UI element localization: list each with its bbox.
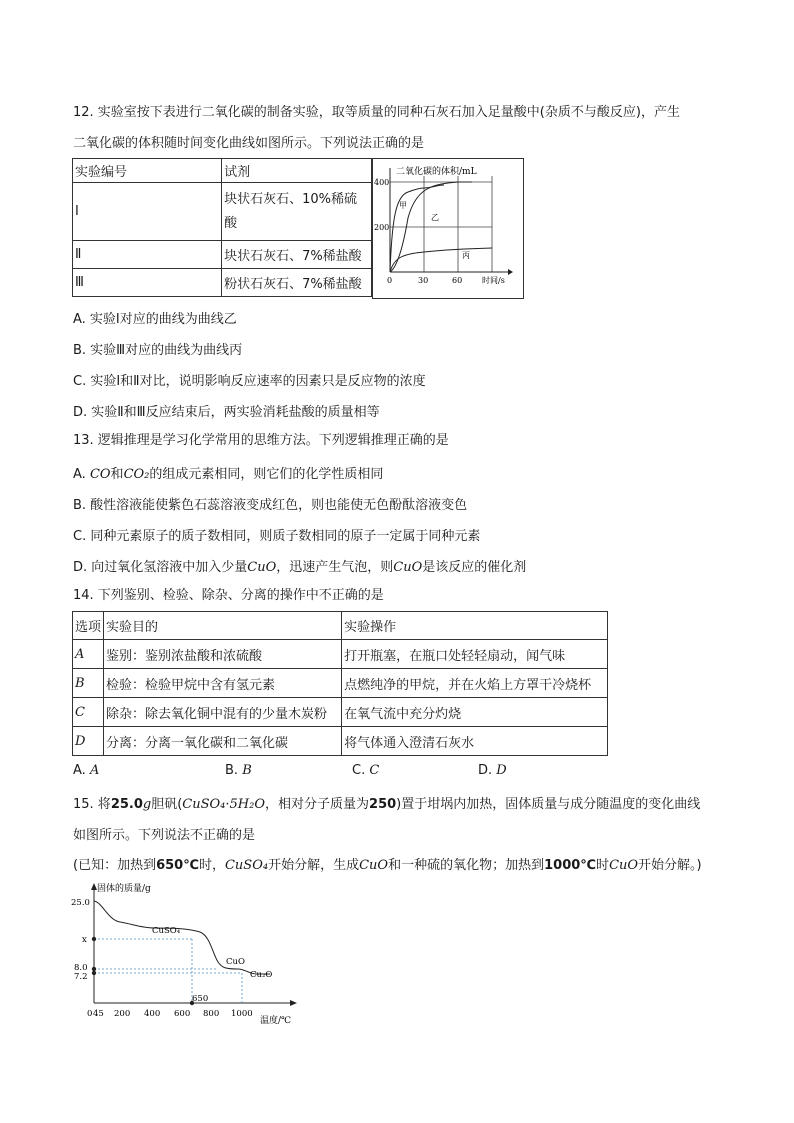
- table-header-cell: 选项: [73, 612, 104, 640]
- q15-stem-line2: 如图所示。下列说法不正确的是: [73, 828, 256, 843]
- option-value: D: [496, 763, 507, 778]
- x-tick-label: 30: [418, 276, 429, 285]
- option-text: ，迅速产生气泡，则: [276, 560, 394, 575]
- formula-cuso4-5h2o: CuSO₄·5H₂O: [182, 797, 266, 812]
- table-cell-id: Ⅱ: [73, 241, 222, 269]
- x-axis-arrow: [290, 1000, 297, 1006]
- stem-number: 250: [369, 797, 397, 812]
- option-text: D. 向过氧化氢溶液中加入少量: [73, 560, 248, 575]
- guide-lines: [94, 939, 242, 1003]
- option-text: 是该反应的催化剂: [422, 560, 527, 575]
- chart-grid: [390, 176, 492, 272]
- q12-stem-line1: 12. 实验室按下表进行二氧化碳的制备实验，取等质量的同种石灰石加入足量酸中(杂质不与酸反应)，产生: [73, 105, 680, 120]
- x-axis-label: 温度/℃: [260, 1016, 292, 1026]
- option-value: C: [369, 763, 380, 778]
- phase-label-cu2o: Cu₂O: [250, 970, 273, 980]
- q14-table: [72, 611, 608, 756]
- q13-option-a[interactable]: [73, 463, 383, 482]
- table-header-row: [73, 612, 608, 640]
- table-cell-reagent: 粉状石灰石、7%稀盐酸: [222, 269, 372, 297]
- option-value: B: [242, 763, 252, 778]
- option-text: 和: [110, 467, 124, 482]
- table-cell-operation: 将气体通入澄清石灰水: [342, 727, 608, 756]
- q14-option-c[interactable]: [352, 763, 379, 778]
- formula-cuo: CuO: [609, 858, 639, 873]
- stem-text: 时，: [198, 858, 225, 873]
- table-cell-purpose: 除杂：除去氧化铜中混有的少量木炭粉: [104, 698, 342, 727]
- y-tick-label: 8.0: [74, 963, 88, 973]
- reagent-line: 酸: [224, 215, 238, 231]
- q12-option-d[interactable]: D. 实验Ⅱ和Ⅲ反应结束后，两实验消耗盐酸的质量相等: [73, 405, 380, 420]
- q13-option-b[interactable]: B. 酸性溶液能使紫色石蕊溶液变成红色，则也能使无色酚酞溶液变色: [73, 498, 468, 513]
- phase-label-cuo: CuO: [226, 957, 245, 967]
- table-cell-option: C: [73, 698, 104, 727]
- stem-text: 时: [596, 858, 610, 873]
- stem-text: 和一种硫的氧化物；加热到: [388, 858, 545, 873]
- y-tick-label: 400: [374, 178, 390, 187]
- table-cell-option: D: [73, 727, 104, 756]
- q12-co2-volume-chart: [372, 158, 524, 299]
- option-text: 的组成元素相同，则它们的化学性质相同: [149, 467, 384, 482]
- curve-label-jia: 甲: [399, 201, 407, 210]
- y-tick-label: x: [82, 935, 87, 945]
- curve-label-yi: 乙: [431, 213, 439, 222]
- x-tick-label: 600: [174, 1009, 191, 1019]
- table-cell-purpose: 检验：检验甲烷中含有氢元素: [104, 669, 342, 698]
- stem-number: 1000℃: [544, 858, 597, 873]
- table-header-cell: 实验操作: [342, 612, 608, 640]
- formula-co2: CO₂: [123, 467, 150, 482]
- table-header-cell: 试剂: [222, 159, 372, 183]
- option-prefix: D.: [478, 763, 497, 778]
- phase-label-cuso4: CuSO₄: [152, 926, 181, 936]
- formula-cuo: CuO: [393, 560, 423, 575]
- y-axis-label: 固体的质量/g: [97, 884, 151, 894]
- table-cell-operation: 点燃纯净的甲烷，并在火焰上方罩干冷烧杯: [342, 669, 608, 698]
- q15-stem-line1: [73, 796, 700, 814]
- q12-option-b[interactable]: B. 实验Ⅲ对应的曲线为曲线丙: [73, 343, 243, 358]
- q14-option-a[interactable]: [73, 763, 99, 778]
- option-prefix: C.: [352, 763, 370, 778]
- point-7-2: [92, 971, 96, 975]
- table-cell-operation: 打开瓶塞，在瓶口处轻轻扇动，闻气味: [342, 640, 608, 669]
- marker-650-label: 650: [192, 994, 209, 1004]
- q14-option-d[interactable]: [478, 763, 507, 778]
- table-cell-reagent: 块状石灰石、7%稀盐酸: [222, 241, 372, 269]
- stem-text: 开始分解，生成: [268, 858, 360, 873]
- point-x: [92, 937, 96, 941]
- option-prefix: A.: [73, 763, 90, 778]
- option-prefix: A.: [73, 467, 90, 482]
- table-row: [73, 640, 608, 669]
- reagent-line: 块状石灰石、10%稀硫: [224, 191, 357, 207]
- formula-cuo: CuO: [359, 858, 389, 873]
- table-cell-id: Ⅰ: [73, 183, 222, 241]
- q14-stem: 14. 下列鉴别、检验、除杂、分离的操作中不正确的是: [73, 588, 384, 603]
- stem-text: 开始分解。): [638, 858, 702, 873]
- stem-text: 胆矾(: [151, 797, 183, 812]
- x-axis-label: 时间/s: [482, 276, 505, 285]
- table-row: [73, 241, 372, 269]
- formula-cuso4: CuSO₄: [224, 858, 269, 873]
- table-row: [73, 669, 608, 698]
- table-header-cell: 实验目的: [104, 612, 342, 640]
- curve-label-bing: 丙: [462, 251, 470, 260]
- stem-text: ，相对分子质量为: [265, 797, 370, 812]
- stem-number: 25.0: [110, 797, 143, 812]
- option-prefix: B.: [225, 763, 243, 778]
- chart-title: 二氧化碳的体积/mL: [396, 167, 477, 177]
- table-row: [73, 183, 372, 241]
- curve-bing: [390, 248, 492, 272]
- q14-option-b[interactable]: [225, 763, 252, 778]
- stem-text: (已知：加热到: [73, 858, 157, 873]
- formula-co: CO: [89, 467, 111, 482]
- x-axis-arrow: [508, 269, 513, 275]
- table-row: [73, 727, 608, 756]
- q13-option-c[interactable]: C. 同种元素原子的质子数相同，则质子数相同的原子一定属于同种元素: [73, 529, 481, 544]
- table-header-cell: 实验编号: [73, 159, 222, 183]
- y-tick-label: 200: [374, 223, 390, 232]
- table-cell-reagent: [222, 183, 372, 241]
- table-cell-option: B: [73, 669, 104, 698]
- table-header-row: [73, 159, 372, 183]
- option-value: A: [89, 763, 100, 778]
- x-tick-label: 1000: [231, 1009, 253, 1019]
- q12-option-a[interactable]: A. 实验Ⅰ对应的曲线为曲线乙: [73, 312, 237, 327]
- x-tick-label: 400: [144, 1009, 161, 1019]
- table-row: [73, 269, 372, 297]
- q13-stem: 13. 逻辑推理是学习化学常用的思维方法。下列逻辑推理正确的是: [73, 433, 449, 448]
- table-row: [73, 698, 608, 727]
- table-cell-option: A: [73, 640, 104, 669]
- stem-text: 15. 将: [73, 797, 111, 812]
- x-tick-label: 60: [452, 276, 463, 285]
- table-cell-purpose: 分离：分离一氧化碳和二氧化碳: [104, 727, 342, 756]
- q12-option-c[interactable]: C. 实验Ⅰ和Ⅱ对比，说明影响反应速率的因素只是反应物的浓度: [73, 374, 426, 389]
- point-8: [92, 967, 96, 971]
- x-tick-label: 45: [93, 1009, 104, 1019]
- y-tick-label: 7.2: [74, 972, 88, 982]
- q12-table: [72, 158, 372, 297]
- q15-stem-line3: [73, 857, 702, 875]
- x-tick-label: 0: [87, 1009, 93, 1019]
- y-tick-label: 25.0: [71, 898, 90, 908]
- x-tick-label: 200: [114, 1009, 131, 1019]
- table-cell-id: Ⅲ: [73, 269, 222, 297]
- x-tick-label: 800: [203, 1009, 220, 1019]
- stem-unit: g: [142, 797, 152, 812]
- stem-number: 650℃: [156, 858, 199, 873]
- formula-cuo: CuO: [247, 560, 277, 575]
- x-tick-label: 0: [387, 276, 393, 285]
- stem-text: )置于坩埚内加热，固体质量与成分随温度的变化曲线: [396, 797, 701, 812]
- q15-mass-temperature-chart: [70, 880, 310, 1026]
- q13-option-d[interactable]: [73, 556, 526, 575]
- table-cell-purpose: 鉴别：鉴别浓盐酸和浓硫酸: [104, 640, 342, 669]
- table-cell-operation: 在氧气流中充分灼烧: [342, 698, 608, 727]
- q12-stem-line2: 二氧化碳的体积随时间变化曲线如图所示。下列说法正确的是: [73, 136, 425, 151]
